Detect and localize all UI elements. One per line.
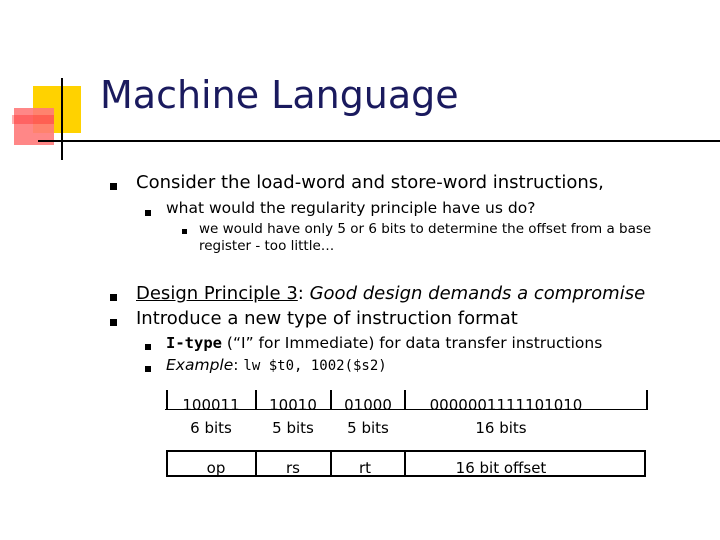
example-label: Example: [166, 356, 234, 374]
bullet-icon: [145, 210, 151, 216]
format-divider: [646, 390, 648, 410]
example-colon: :: [233, 356, 239, 374]
size-op: 6 bits: [190, 419, 232, 437]
bullet-icon: [145, 366, 151, 372]
bullet-itype: [166, 334, 602, 353]
title-vertical-rule: [61, 78, 63, 160]
bullet-icon: [145, 344, 151, 350]
size-offset: 16 bits: [475, 419, 527, 437]
binary-op: 100011: [182, 396, 240, 414]
bullet-consider: Consider the load-word and store-word instructions,: [136, 172, 604, 193]
field-rt: rt: [358, 459, 372, 477]
bullet-icon: [110, 319, 117, 326]
field-rs: rs: [286, 459, 300, 477]
bullet-icon: [182, 229, 187, 234]
slide-title: Machine Language: [100, 73, 459, 117]
bullet-icon: [110, 294, 117, 301]
itype-label: I-type: [166, 334, 222, 352]
field-op: op: [206, 459, 226, 477]
size-rs: 5 bits: [272, 419, 314, 437]
bullet-new-format: Introduce a new type of instruction format: [136, 308, 518, 329]
bullet-icon: [110, 183, 117, 190]
logo-red-bar: [12, 115, 54, 124]
field-offset: 16 bit offset: [455, 459, 547, 477]
bullet-regularity-question: what would the regularity principle have us do?: [166, 199, 536, 217]
title-horizontal-rule: [38, 140, 720, 142]
bullet-example: [166, 356, 387, 376]
binary-offset: 0000001111101010: [429, 396, 583, 414]
example-code: lw $t0, 1002($s2): [243, 358, 387, 374]
binary-rs: 10010: [269, 396, 317, 414]
design-principle-label: Design Principle 3: [136, 283, 298, 304]
bullet-design-principle: [136, 283, 645, 305]
offset-note-line2: register - too little…: [199, 238, 335, 254]
itype-description: (“I” for Immediate) for data transfer instructions: [222, 334, 603, 352]
size-rt: 5 bits: [347, 419, 389, 437]
design-principle-text: Good design demands a compromise: [309, 283, 646, 304]
bullet-offset-note: [199, 221, 709, 255]
design-principle-colon: :: [297, 283, 310, 304]
offset-note-line1: we would have only 5 or 6 bits to determine the offset from a base: [199, 221, 652, 237]
binary-rt: 01000: [344, 396, 392, 414]
